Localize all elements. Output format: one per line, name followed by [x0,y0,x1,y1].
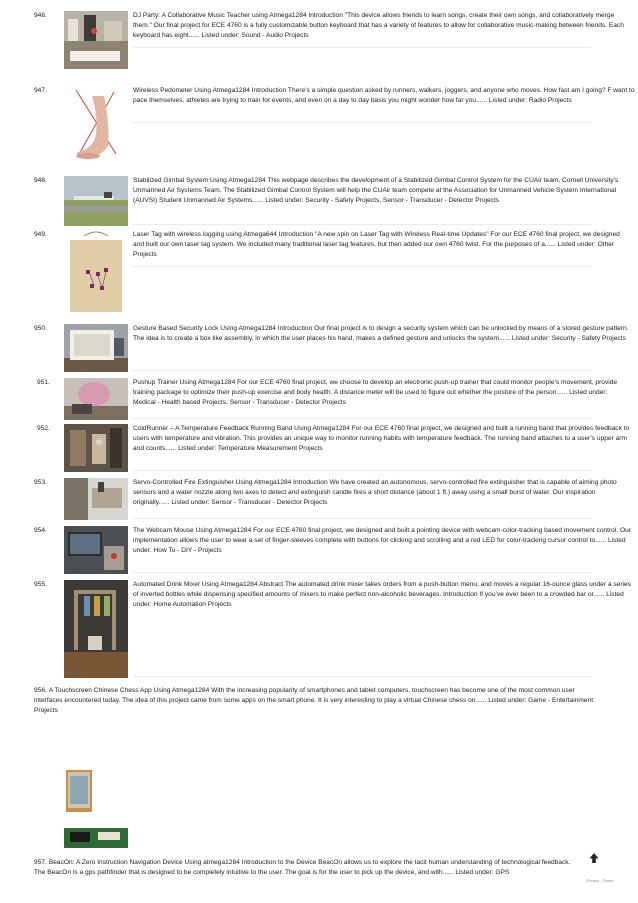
list-item [0,424,638,474]
divider [133,572,591,573]
list-item [0,478,638,522]
project-thumbnail[interactable] [64,230,128,316]
entry-number: 951. [37,379,50,386]
entry-number: 954. [34,527,47,534]
project-image [64,580,128,678]
project-image [64,86,128,164]
entry-text: BeacOn: A Zero Instruction Navigation Device Using atmega1284 Introduction to the Device BeacOn allows us to explore the tacit human understanding of technological feedback. The BeacOn is a gps pathfinder that is designed to be completely intuitive to the user. The goal is for the user to pick up the device, and with...... Listed under: GPS [34,859,571,876]
project-image [64,478,128,520]
list-item [0,378,638,422]
list-item [0,526,638,576]
project-image [64,378,128,420]
project-thumbnail[interactable] [64,176,128,226]
project-image [64,230,128,316]
divider [133,47,591,48]
entry-number: 950. [34,325,47,332]
list-item [0,230,638,318]
list-item [0,580,638,680]
entry-description[interactable]: Laser Tag with wireless logging using Atmega644 Introduction "A new spin on Laser Tag with Wireless Real-time Updates" For our ECE 4760 final project, we designed and built our own laser tag system. We included many traditional laser tag features, but then added our own 4760 twist. For the purposes of a...... Listed under: Other Projects [133,231,620,258]
project-image [64,768,128,852]
project-thumbnail[interactable] [64,478,128,520]
entry-description[interactable]: ColdRunner – A Temperature Feedback Running Band Using Atmega1284 For our ECE 4760 final project, we designed and built a running band that provides feedback to users with temperature and vibration. This provides an unique way to monitor running habits with temperature feedback. The running band attaches to a user’s upper arm and counts...... Listed under: Temperature Measurement Projects [133,425,630,452]
entry-description[interactable]: Automated Drink Mixer Using Atmega1284 Abstract The automated drink mixer takes orders from a push-button menu, and moves a regular 16-ounce glass under a series of inverted bottles while dispensing specified amounts of mixers to make perfect non-alcoholic beverages. Introduction If you’ve ever been to a crowded bar or...... Listed under: Home Automation Projects [133,581,631,608]
list-item [0,324,638,374]
entry-number: 949. [34,231,47,238]
project-thumbnail[interactable] [64,378,128,420]
project-thumbnail[interactable] [64,86,128,164]
privacy-terms-link[interactable]: Privacy - Terms [586,878,614,883]
divider [133,518,591,519]
entry-description[interactable]: Gesture Based Security Lock Using Atmega1284 Introduction Our final project is to design a security system which can be unlocked by means of a stored gesture pattern. The idea is to create a box like assembly, in which the user places his hand, makes a defined gesture and unlocks the system...... Listed under: Security - Safety Projects [133,325,629,342]
project-thumbnail[interactable] [64,11,128,69]
entry-number: 948. [34,177,47,184]
entry-number: 956. [34,687,47,694]
divider [133,676,591,677]
divider [133,224,591,225]
list-item [0,11,638,71]
divider [133,418,591,419]
list-item [0,176,638,228]
divider [133,266,591,267]
entry-description[interactable]: Stabilized Gimbal System Using Atmega1284 This webpage describes the development of a Stabilized Gimbal Control System for the CUAir team, Cornell University’s Unmanned Air Systems Team. The Stabilized Gimbal Control System will help the CUAir team compete at the Association for Unmanned Vehicle System International (AUVSI) Student Unmanned Air Systems...... Listed under: Security - Safety Projects, Sensor - Transducer - Detector Projects [133,177,619,204]
entry-number: 946. [34,12,47,19]
entry-number: 957. [34,859,47,866]
entry-number: 953. [34,479,47,486]
entry-description[interactable] [34,686,594,716]
entry-text: A Touchscreen Chinese Chess App Using Atmega1284 With the increasing popularity of smartphones and tablet computers, touchscreen has become one of the most common user interfaces encountered today. The idea of this project came from some apps on the smart phone. It is very interesting to play a virtual Chinese chess on...... Listed under: Game - Entertainment Projects [34,687,594,714]
project-thumbnail[interactable] [64,768,128,852]
entry-description[interactable]: Pushup Trainer Using Atmega1284 For our ECE 4760 final project, we choose to develop an electronic push-up trainer that could monitor people’s movement, provide training package to optimize their push-up exercise and body health. A distance meter will be used to figure out whether the posture of the person...... Listed under: Medical - Health based Projects, Sensor - Transducer - Detector Projects [133,379,618,406]
divider [133,470,591,471]
project-image [64,176,128,226]
project-thumbnail[interactable] [64,324,128,372]
project-thumbnail[interactable] [64,424,128,472]
list-item [0,86,638,166]
project-image [64,526,128,574]
project-image [64,424,128,472]
project-thumbnail[interactable] [64,526,128,574]
entry-description[interactable]: DJ Party: A Collaborative Music Teacher using Atmega1284 Introduction "This device allows friends to learn songs, create their own songs, and collaboratively merge them." Our final project for ECE 4760 is a fully customizable button keyboard that has a variety of features to allow for collaborative music-making between friends. Each keyboard has eight...... Listed under: Sound - Audio Projects [133,12,624,39]
entry-number: 947. [34,87,47,94]
project-image [64,11,128,69]
entry-description[interactable]: Wireless Pedometer Using Atmega1284 Introduction There’s a simple question asked by runners, walkers, joggers, and anyone who moves. How fast am I going? F want to pace themselves, athletes are trying to train for events, and even on a day to day basis you might wonder how far you...... Listed under: Radio Projects [133,87,635,104]
list-item [0,686,638,766]
divider [133,370,591,371]
entry-number: 955. [34,581,47,588]
entry-description[interactable]: The Webcam Mouse Using Atmega1284 For our ECE 4760 final project, we designed and built a pointing device with webcam-color-tracking based movement control. Our implementation allows the user to wear a set of finger-sleeves complete with buttons for clicking and scrolling and a red LED for color-tracking cursor control to...... Listed under: How To - DIY - Projects [133,527,631,554]
arrow-up-icon[interactable] [588,852,600,864]
divider [133,122,591,123]
entry-description[interactable]: Servo-Controlled Fire Extinguisher Using Atmega1284 Introduction We have created an autonomous, servo-controlled fire extinguisher that is capable of aiming photo sensors and a water nozzle along two axes to detect and extinguish candle fires a short distance (about 1 ft.) away using a small burst of water. Our inspiration originally...... Listed under: Sensor - Transducer - Detector Projects [133,479,617,506]
entry-number: 952. [37,425,50,432]
list-item [0,858,638,888]
entry-description[interactable] [34,858,574,878]
project-thumbnail[interactable] [64,580,128,678]
project-image [64,324,128,372]
